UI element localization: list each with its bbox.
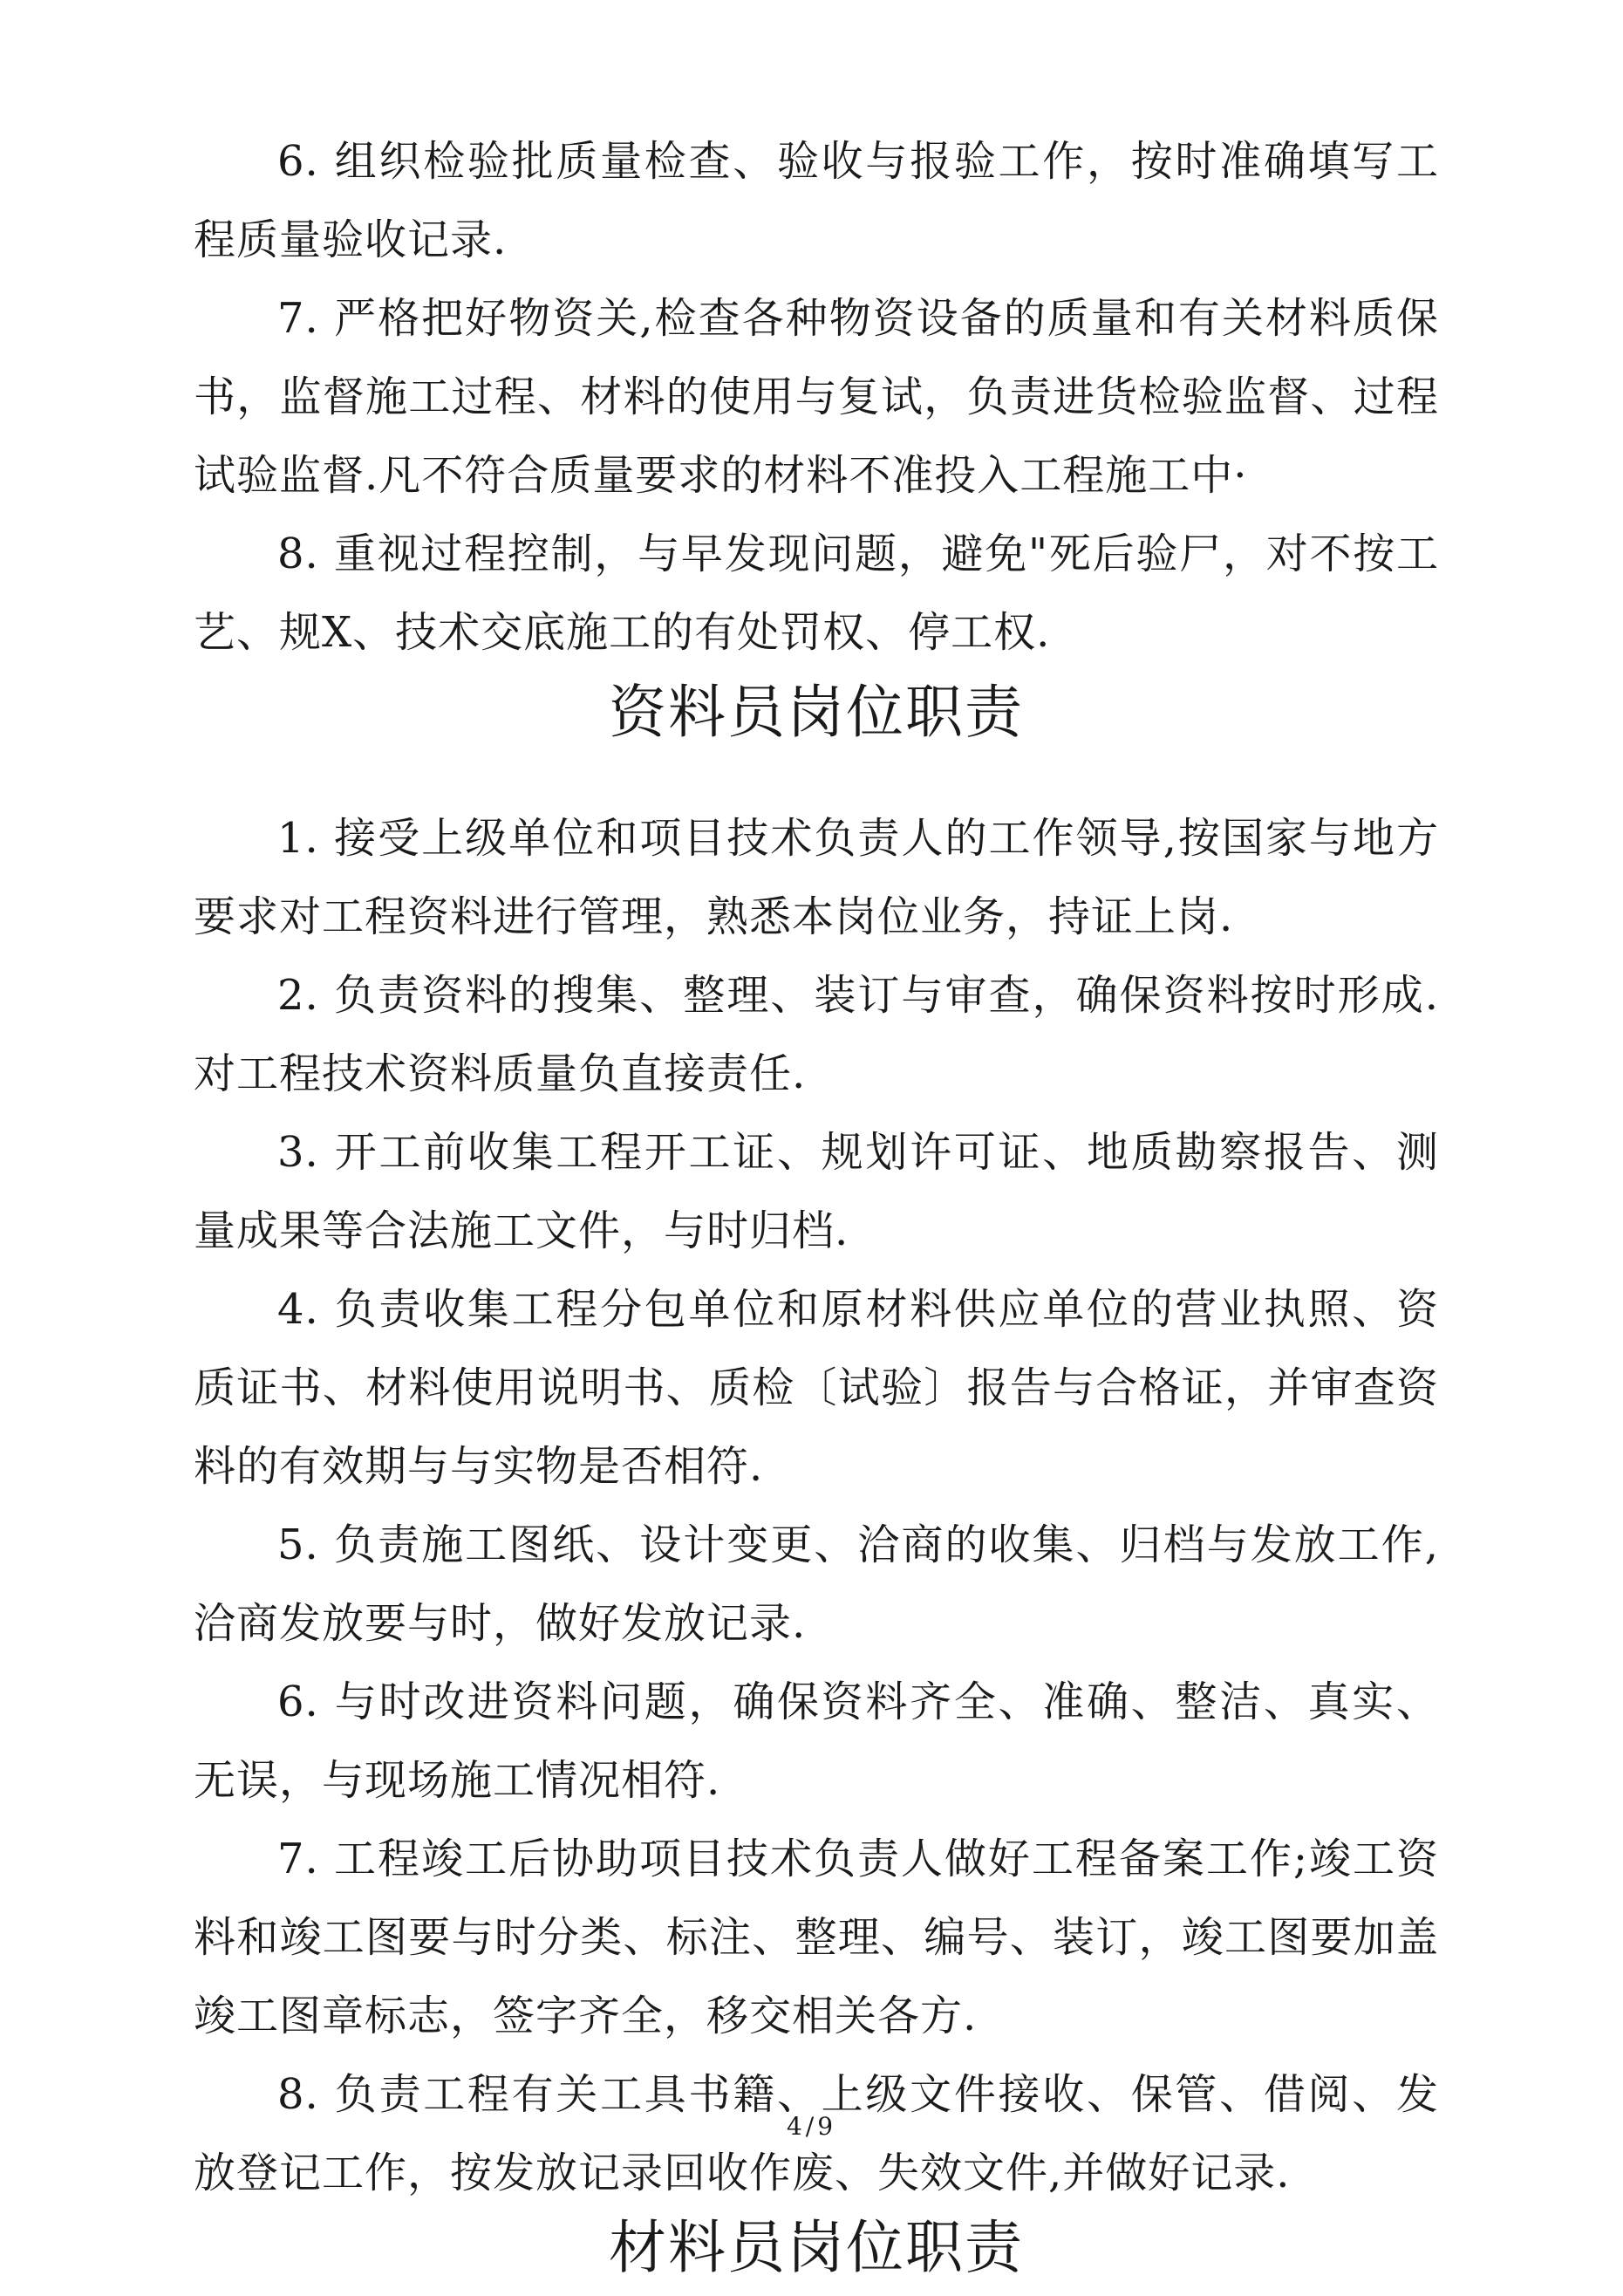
paragraph-data-clerk-3: 3. 开工前收集工程开工证、规划许可证、地质勘察报告、测量成果等合法施工文件，与时归档.	[194, 1128, 1439, 1255]
paragraph-data-clerk-2: 2. 负责资料的搜集、整理、装订与审查，确保资料按时形成.对工程技术资料质量负直接责任.	[194, 971, 1439, 1098]
heading-data-clerk-duties: 资料员岗位职责	[609, 679, 1024, 746]
page-number: 4/9	[786, 2112, 837, 2141]
heading-material-clerk-duties: 材料员岗位职责	[609, 2214, 1024, 2281]
paragraph-data-clerk-5: 5. 负责施工图纸、设计变更、洽商的收集、归档与发放工作,洽商发放要与时，做好发放记录.	[194, 1520, 1439, 1648]
paragraph-data-clerk-7: 7. 工程竣工后协助项目技术负责人做好工程备案工作;竣工资料和竣工图要与时分类、标注、整理、编号、装订，竣工图要加盖竣工图章标志，签字齐全，移交相关各方.	[194, 1835, 1439, 2040]
paragraph-data-clerk-1: 1. 接受上级单位和项目技术负责人的工作领导,按国家与地方要求对工程资料进行管理，熟悉本岗位业务，持证上岗.	[194, 814, 1439, 941]
paragraph-quality-8: 8. 重视过程控制，与早发现问题，避免"死后验尸，对不按工艺、规X、技术交底施工的有处罚权、停工权.	[194, 530, 1439, 657]
page-content	[194, 122, 1439, 2281]
paragraph-quality-6: 6. 组织检验批质量检查、验收与报验工作，按时准确填写工程质量验收记录.	[194, 137, 1439, 264]
paragraph-data-clerk-4: 4. 负责收集工程分包单位和原材料供应单位的营业执照、资质证书、材料使用说明书、质检〔试验〕报告与合格证，并审查资料的有效期与与实物是否相符.	[194, 1285, 1439, 1491]
paragraph-quality-7: 7. 严格把好物资关,检查各种物资设备的质量和有关材料质保书，监督施工过程、材料的使用与复试，负责进货检验监督、过程试验监督.凡不符合质量要求的材料不准投入工程施工中·	[194, 294, 1439, 500]
paragraph-data-clerk-8: 8. 负责工程有关工具书籍、上级文件接收、保管、借阅、发放登记工作，按发放记录回收作废、失效文件,并做好记录.	[194, 2070, 1439, 2197]
paragraph-data-clerk-6: 6. 与时改进资料问题，确保资料齐全、准确、整洁、真实、无误，与现场施工情况相符.	[194, 1678, 1439, 1805]
